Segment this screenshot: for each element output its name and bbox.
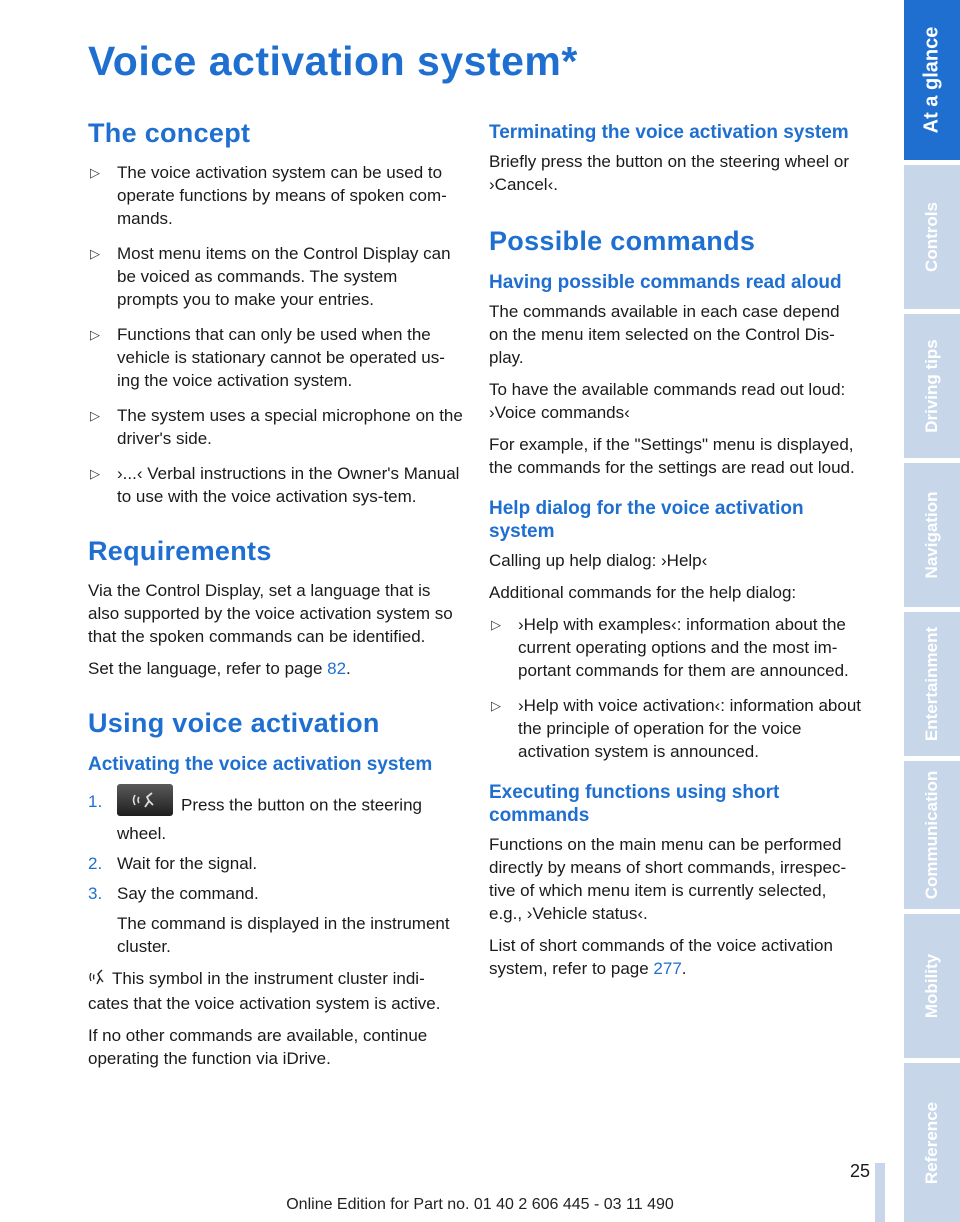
page-title: Voice activation system* [88,38,578,84]
symbol-note: This symbol in the instrument cluster indi-cates that the voice activation system is active. [88,969,441,1013]
terminating-heading: Terminating the voice activation system [489,122,849,143]
page-link-82[interactable]: 82 [327,659,347,678]
triangle-bullet-icon: ▷ [90,327,100,342]
voice-button-icon [117,784,173,816]
step-item: 1. Press the button on the steering wheel. [88,790,463,845]
language-reference: Set the language, refer to page 82. [88,659,351,678]
possible-commands-heading: Possible commands [489,226,756,256]
help-p1: Calling up help dialog: ›Help‹ [489,551,708,570]
list-item: ▷ ›Help with voice activation‹: information about the principle of operation for the voice activation system is announced. [491,696,861,761]
triangle-bullet-icon: ▷ [491,698,501,713]
help-dialog-heading: Help dialog for the voice activation system [489,498,804,542]
triangle-bullet-icon: ▷ [90,408,100,423]
list-item: ▷ ›Help with examples‹: information about the current operating options and the most im-portant commands for them are announced. [491,615,849,680]
tab-controls[interactable]: Controls [904,165,960,309]
read-aloud-p1: The commands available in each case depend on the menu item selected on the Control Dis-play. [489,302,840,367]
page-number: 25 [849,1161,870,1181]
final-note: If no other commands are available, continue operating the function via iDrive. [88,1025,428,1068]
triangle-bullet-icon: ▷ [90,466,100,481]
short-commands-heading: Executing functions using short commands [489,782,780,826]
footer-edition: Online Edition for Part no. 01 40 2 606 445 - 03 11 490 [286,1196,674,1213]
tab-mobility[interactable]: Mobility [904,914,960,1058]
page-link-277[interactable]: 277 [653,959,682,978]
list-item: ▷ Most menu items on the Control Display can be voiced as commands. The system prompts you to make your entries. [90,244,451,309]
help-p2: Additional commands for the help dialog: [489,583,797,602]
tab-driving-tips[interactable]: Driving tips [904,314,960,458]
chapter-tabs [904,0,960,1222]
list-item: ▷ The system uses a special microphone on the driver's side. [90,406,463,448]
step3-note: The command is displayed in the instrument cluster. [117,914,450,956]
tab-at-a-glance[interactable]: At a glance [904,0,960,160]
read-aloud-heading: Having possible commands read aloud [489,272,842,293]
possible-commands-section [489,226,861,980]
left-column [88,118,463,1079]
terminating-text: Briefly press the button on the steering wheel or ›Cancel‹. [489,152,850,194]
using-section [88,708,463,1070]
triangle-bullet-icon: ▷ [90,246,100,261]
requirements-heading: Requirements [88,536,272,566]
short-p2: List of short commands of the voice activation system, refer to page 277. [489,936,833,978]
read-aloud-p2: To have the available commands read out loud: ›Voice commands‹ [489,380,846,422]
triangle-bullet-icon: ▷ [491,617,501,632]
help-list [489,613,861,763]
tab-navigation[interactable]: Navigation [904,463,960,607]
list-item: ▷ ›...‹ Verbal instructions in the Owner's Manual to use with the voice activation sys-tem. [90,464,460,506]
activating-heading: Activating the voice activation system [88,754,433,775]
triangle-bullet-icon: ▷ [90,165,100,180]
tab-communication[interactable]: Communication [904,761,960,909]
using-heading: Using voice activation [88,708,380,738]
list-item: ▷ The voice activation system can be used to operate functions by means of spoken com-mands. [90,163,447,228]
concept-heading: The concept [88,118,251,148]
read-aloud-p3: For example, if the "Settings" menu is displayed, the commands for the settings are read out loud. [489,435,855,477]
concept-list [88,161,463,508]
step-item: 3. Say the command. [88,884,259,903]
requirements-section [88,536,463,680]
voice-active-icon [88,968,106,992]
tab-reference[interactable]: Reference [904,1063,960,1222]
requirements-text: Via the Control Display, set a language that is also supported by the voice activation system so that the spoken commands can be identified. [88,581,453,646]
short-p1: Functions on the main menu can be performed directly by means of short commands, irrespec-tive of which menu item is currently selected, e.g., ›Vehicle status‹. [489,835,847,923]
activation-steps [88,790,463,905]
step-item: 2. Wait for the signal. [88,854,258,873]
list-item: ▷ Functions that can only be used when the vehicle is stationary cannot be operated us-ing the voice activation system. [90,325,445,390]
tab-entertainment[interactable]: Entertainment [904,612,960,756]
right-column [489,121,861,989]
